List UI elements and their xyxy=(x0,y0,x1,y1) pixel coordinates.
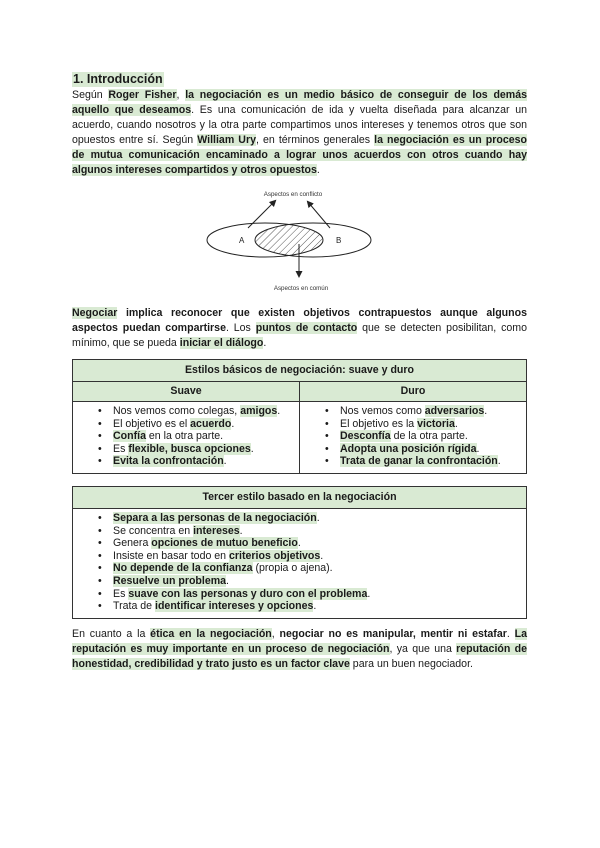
hard-list xyxy=(304,405,522,468)
highlight-reputation-key: reputación de honestidad, credibilidad y trato justo es un factor clave xyxy=(72,642,527,670)
negotiation-diagram xyxy=(203,188,373,298)
text: , xyxy=(176,89,186,101)
list-item: • Es flexible, busca opciones. xyxy=(77,443,295,456)
styles-table-title: Estilos básicos de negociación: suave y duro xyxy=(73,360,527,382)
list-item: • Se concentra en intereses. xyxy=(77,525,522,538)
list-item: • Resuelve un problema. xyxy=(77,575,522,588)
highlight-william-ury: William Ury xyxy=(197,134,256,146)
list-item: • Trata de ganar la confrontación. xyxy=(304,455,522,468)
highlight-ethics: ética en la negociación xyxy=(150,627,272,640)
list-item: • Desconfía de la otra parte. xyxy=(304,430,522,443)
third-style-title: Tercer estilo basado en la negociación xyxy=(73,486,527,508)
list-item: • Genera opciones de mutuo beneficio. xyxy=(77,537,522,550)
arrow-left-conflict xyxy=(248,201,275,228)
text: , xyxy=(271,627,280,640)
text: . xyxy=(316,164,320,176)
text: para un buen negociador. xyxy=(349,657,473,670)
list-item: • Confía en la otra parte. xyxy=(77,430,295,443)
list-item: • Trata de identificar intereses y opciones. xyxy=(77,600,522,613)
list-item: • Evita la confrontación. xyxy=(77,455,295,468)
styles-table xyxy=(72,359,527,474)
highlight-roger-fisher: Roger Fisher xyxy=(108,89,177,101)
highlight-start-dialog: iniciar el diálogo xyxy=(179,337,264,349)
third-style-list xyxy=(77,512,522,613)
third-style-cell xyxy=(73,508,527,618)
third-style-table xyxy=(72,486,527,619)
column-header-soft: Suave xyxy=(73,382,300,402)
text: . xyxy=(506,627,515,640)
text: Según xyxy=(72,89,109,101)
list-item: • Separa a las personas de la negociación. xyxy=(77,512,522,525)
column-header-hard: Duro xyxy=(300,382,527,402)
highlight-negociar: Negociar xyxy=(72,307,118,319)
list-item: • Insiste en basar todo en criterios objetivos. xyxy=(77,550,522,563)
list-item: • El objetivo es la victoria. xyxy=(304,418,522,431)
negotiate-paragraph xyxy=(72,306,527,351)
hard-cell xyxy=(300,402,527,474)
text: , ya que una xyxy=(389,642,457,655)
list-item: • Es suave con las personas y duro con el problema. xyxy=(77,588,522,601)
diagram-top-label: Aspectos en conflicto xyxy=(263,191,322,198)
list-item: • Nos vemos como adversarios. xyxy=(304,405,522,418)
label-a: A xyxy=(238,236,244,245)
highlight-reputation: La reputación es muy importante en un proceso de negociación xyxy=(72,627,527,655)
intro-paragraph xyxy=(72,88,527,178)
highlight-contact-points: puntos de contacto xyxy=(255,322,358,334)
highlight-definition-ury: la negociación es un proceso de mutua comunicación encaminado a lograr unos acuerdos con otros cuando hay algunos intereses compartidos y otros opuestos xyxy=(72,134,527,176)
list-item: • No depende de la confianza (propia o ajena). xyxy=(77,562,522,575)
section-title: 1. Introducción xyxy=(73,72,163,86)
text: . Los xyxy=(225,322,256,334)
soft-list xyxy=(77,405,295,468)
diagram-bottom-label: Aspectos en común xyxy=(273,285,328,292)
bold-text: negociar no es manipular, mentir ni estafar xyxy=(279,627,507,640)
list-item: • Adopta una posición rígida. xyxy=(304,443,522,456)
document-page xyxy=(72,72,527,672)
text: En cuanto a la xyxy=(72,627,151,640)
text: que se detecten posibilitan, como mínimo, que se pueda xyxy=(72,322,528,349)
text: , en términos generales xyxy=(255,134,375,146)
arrow-right-conflict xyxy=(308,202,330,228)
ethics-paragraph xyxy=(72,627,527,672)
soft-cell xyxy=(73,402,300,474)
text: . xyxy=(263,337,267,349)
text: . Es una comunicación de ida y vuelta diseñada para alcanzar un acuerdo, cuando nosotros y la otra parte compartimos unos intereses y tenemos otros que son opuestos entre sí. Según xyxy=(72,104,527,146)
highlight-definition-fisher: la negociación es un medio básico de conseguir de los demás aquello que deseamos xyxy=(72,89,528,116)
list-item: • Nos vemos como colegas, amigos. xyxy=(77,405,295,418)
label-b: B xyxy=(335,236,341,245)
bold-text: implica reconocer que existen objetivos contrapuestos aunque algunos aspectos puedan compartirse xyxy=(72,307,527,334)
list-item: • El objetivo es el acuerdo. xyxy=(77,418,295,431)
